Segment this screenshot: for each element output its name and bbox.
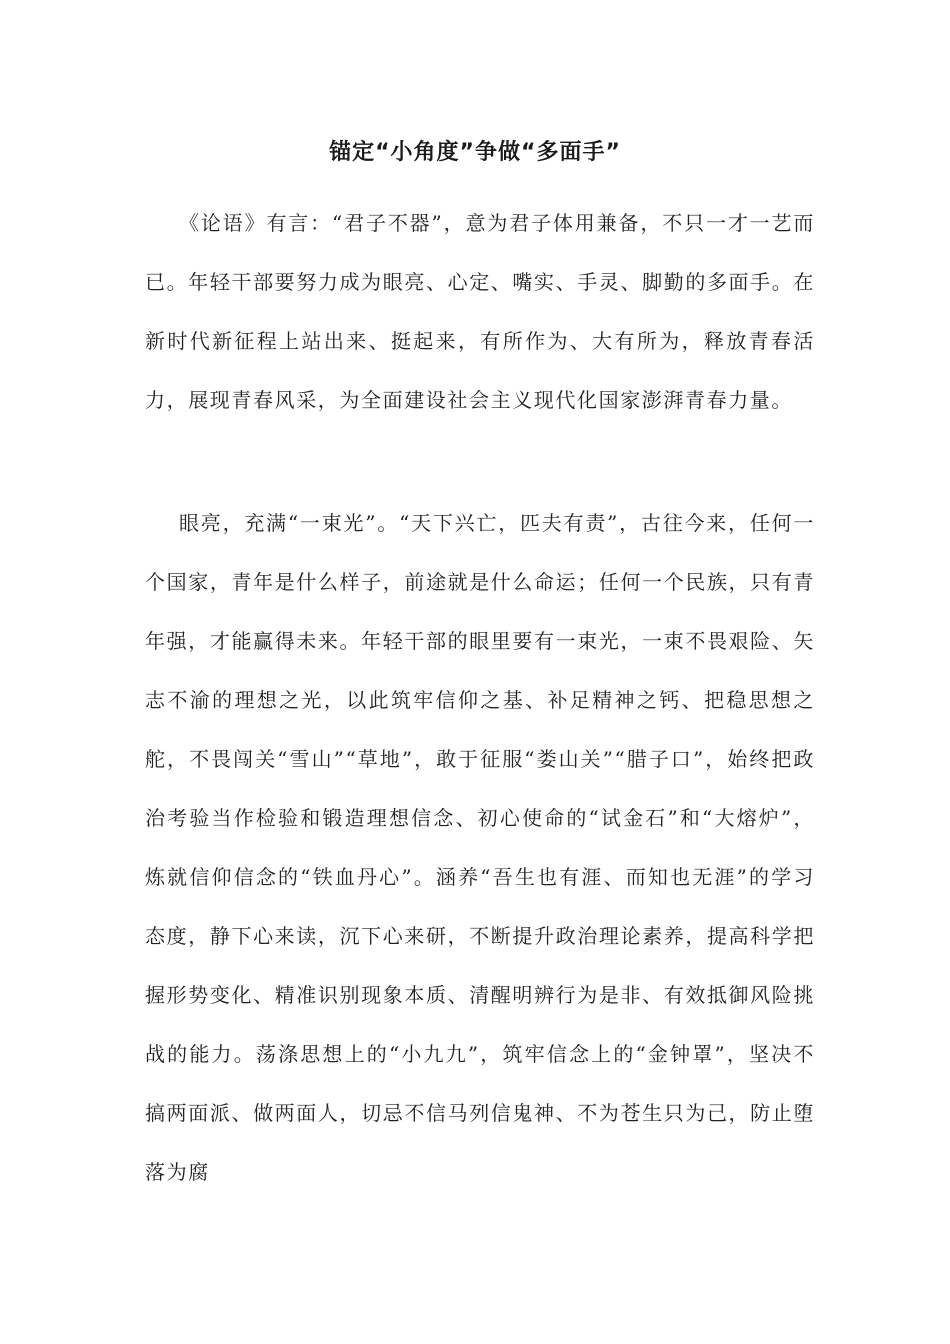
document-title: 锚定“小角度”争做“多面手” — [329, 140, 621, 165]
body-paragraph-2: 眼亮，充满“一束光”。“天下兴亡，匹夫有责”，古往今来，任何一个国家，青年是什么样子，前途就是什么命运；任何一个民族，只有青年强，才能赢得未来。年轻干部的眼里要有一束光，一束不畏艰险、矢志不渝的理想之光，以此筑牢信仰之基、补足精神之钙、把稳思想之舵，不畏闯关“雪山”“草地”，敢于征服“娄山关”“腊子口”，始终把政治考验当作检验和锻造理想信念、初心使命的“试金石”和“大熔炉”，炼就信仰信念的“铁血丹心”。涵养“吾生也有涯、而知也无涯”的学习态度，静下心来读，沉下心来研，不断提升政治理论素养，提高科学把握形势变化、精准识别现象本质、清醒明辨行为是非、有效抵御风险挑战的能力。荡涤思想上的“小九九”，筑牢信念上的“金钟罩”，坚决不搞两面派、做两面人，切忌不信马列信鬼神、不为苍生只为己，防止堕落为腐 — [145, 511, 815, 1184]
body-paragraph-1: 《论语》有言：“君子不器”，意为君子体用兼备，不只一才一艺而已。年轻干部要努力成为眼亮、心定、嘴实、手灵、脚勤的多面手。在新时代新征程上站出来、挺起来，有所作为、大有所为，释放青春活力，展现青春风采，为全面建设社会主义现代化国家澎湃青春力量。 — [145, 211, 815, 412]
